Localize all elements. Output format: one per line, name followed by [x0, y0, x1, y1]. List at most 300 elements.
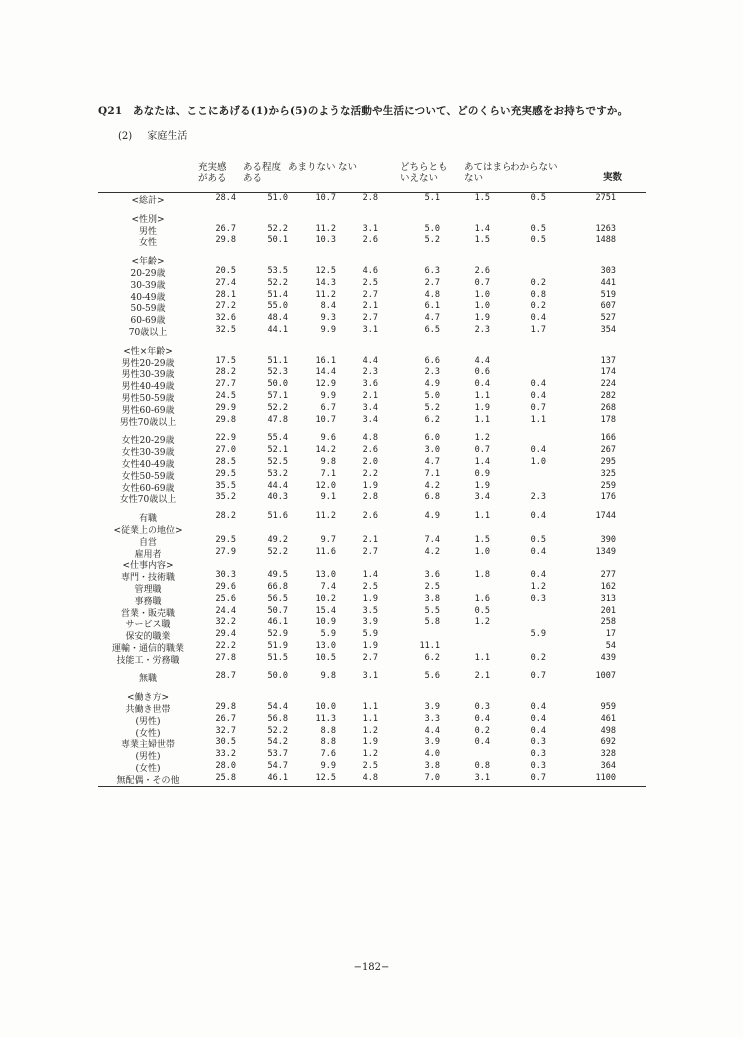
table-cell: 52.5: [267, 456, 288, 467]
row-label: <性×年齢>: [123, 346, 173, 357]
table-cell: 0.6: [474, 367, 490, 378]
table-body: [98, 193, 646, 785]
table-cell: 259: [600, 480, 616, 491]
column-header: [400, 162, 448, 184]
table-cell: 1.0: [474, 546, 490, 557]
row-label: 女性20-29歳: [121, 436, 175, 447]
table-cell: 5.9: [320, 629, 336, 640]
table-cell: 16.1: [315, 355, 336, 366]
table-cell: 2.2: [362, 468, 378, 479]
row-label: 共働き世帯: [125, 705, 171, 716]
table-cell: 14.2: [315, 445, 336, 456]
table-cell: 6.7: [320, 402, 336, 413]
table-cell: 10.7: [315, 193, 336, 203]
table-cell: 9.7: [320, 534, 336, 545]
table-cell: 46.1: [267, 617, 288, 628]
table-cell: 3.8: [424, 761, 440, 772]
table-cell: 9.1: [320, 492, 336, 503]
table-cell: 1.1: [362, 713, 378, 724]
table-row: [98, 737, 646, 749]
table-cell: 5.1: [424, 193, 440, 203]
table-cell: 5.8: [424, 617, 440, 628]
table-cell: 52.2: [267, 223, 288, 234]
table-cell: 53.5: [267, 265, 288, 276]
table-cell: 11.2: [315, 511, 336, 522]
table-cell: 0.8: [530, 289, 546, 300]
table-cell: 52.2: [267, 546, 288, 557]
table-cell: 1.4: [474, 456, 490, 467]
table-cell: 0.4: [530, 570, 546, 581]
table-cell: 54.2: [267, 737, 288, 748]
table-cell: 17.5: [215, 355, 236, 366]
table-row: [98, 356, 646, 368]
table-cell: 5.2: [424, 402, 440, 413]
row-label: サービス職: [125, 620, 171, 631]
table-row: [98, 403, 646, 415]
table-cell: 7.1: [424, 468, 440, 479]
table-cell: 52.9: [267, 629, 288, 640]
table-cell: 44.1: [267, 324, 288, 335]
table-cell: 0.2: [530, 301, 546, 312]
table-cell: 52.1: [267, 445, 288, 456]
table-row: [98, 594, 646, 606]
table-cell: 354: [600, 324, 616, 335]
table-row: [98, 415, 646, 427]
table-cell: 55.0: [267, 301, 288, 312]
table-cell: 328: [600, 749, 616, 760]
table-cell: 325: [600, 468, 616, 479]
table-cell: 28.1: [215, 289, 236, 300]
table-cell: 13.0: [315, 570, 336, 581]
table-cell: 30.3: [215, 570, 236, 581]
table-cell: 32.5: [215, 324, 236, 335]
table-cell: 1.9: [362, 640, 378, 651]
column-header-line: ない: [464, 173, 484, 184]
table-cell: 1.2: [474, 617, 490, 628]
table-cell: 27.8: [215, 652, 236, 663]
table-cell: 0.4: [474, 379, 490, 390]
table-cell: 10.5: [315, 652, 336, 663]
row-label: 60-69歳: [130, 316, 166, 327]
column-header-line: がある: [198, 173, 227, 184]
row-label: (男性): [135, 716, 161, 727]
table-cell: 0.3: [530, 761, 546, 772]
row-label: 女性30-39歳: [121, 448, 175, 459]
table-cell: 2.1: [362, 301, 378, 312]
table-cell: 364: [600, 761, 616, 772]
table-cell: 9.8: [320, 456, 336, 467]
table-cell: 174: [600, 367, 616, 378]
table-cell: 0.8: [474, 761, 490, 772]
table-cell: 607: [600, 301, 616, 312]
table-cell: 4.7: [424, 313, 440, 324]
table-cell: 1.9: [474, 313, 490, 324]
table-cell: 56.5: [267, 593, 288, 604]
table-cell: 1.7: [530, 324, 546, 335]
table-cell: 5.9: [530, 629, 546, 640]
table-cell: 29.9: [215, 402, 236, 413]
table-cell: 1.9: [362, 593, 378, 604]
table-cell: 2.5: [362, 277, 378, 288]
table-cell: 32.2: [215, 617, 236, 628]
table-cell: 201: [600, 605, 616, 616]
table-cell: 49.2: [267, 534, 288, 545]
table-cell: 54: [605, 640, 616, 651]
table-cell: 47.8: [267, 414, 288, 425]
table-row: [98, 391, 646, 403]
table-cell: 27.7: [215, 379, 236, 390]
column-header-line: どちらとも: [400, 162, 448, 173]
table-row: [98, 469, 646, 481]
table-cell: 11.1: [419, 640, 440, 651]
table-cell: 66.8: [267, 581, 288, 592]
row-label: (女性): [135, 764, 161, 775]
row-label: 無配偶・その他: [116, 775, 180, 786]
table-cell: 24.5: [215, 390, 236, 401]
table-cell: 32.6: [215, 313, 236, 324]
table-cell: 51.6: [267, 511, 288, 522]
table-row: [98, 629, 646, 641]
table-cell: 390: [600, 534, 616, 545]
table-cell: 35.5: [215, 480, 236, 491]
table-cell: 51.1: [267, 355, 288, 366]
table-cell: 313: [600, 593, 616, 604]
table-cell: 2.1: [474, 671, 490, 682]
table-row: [98, 535, 646, 547]
table-cell: 1.9: [474, 480, 490, 491]
table-row: [98, 582, 646, 594]
row-label: 女性: [138, 238, 157, 249]
table-cell: 0.2: [474, 725, 490, 736]
table-cell: 1.9: [362, 737, 378, 748]
table-cell: 5.2: [424, 235, 440, 246]
table-cell: 11.3: [315, 713, 336, 724]
table-cell: 8.4: [320, 301, 336, 312]
table-cell: 10.7: [315, 414, 336, 425]
table-cell: 6.5: [424, 324, 440, 335]
table-cell: 4.8: [424, 289, 440, 300]
column-header-line: あまりない: [288, 162, 336, 173]
row-label: 男性: [138, 226, 157, 237]
table-cell: 53.7: [267, 749, 288, 760]
table-cell: 6.1: [424, 301, 440, 312]
table-cell: 29.5: [215, 468, 236, 479]
table-row: [98, 224, 646, 236]
table-row: [98, 367, 646, 379]
table-cell: 3.1: [362, 223, 378, 234]
table-cell: 1.5: [474, 235, 490, 246]
row-label: <性別>: [131, 214, 165, 225]
table-cell: 0.5: [530, 223, 546, 234]
row-label: 事務職: [134, 596, 162, 607]
column-header-line: ない: [338, 162, 358, 173]
table-cell: 0.7: [530, 772, 546, 783]
column-header: [464, 162, 512, 184]
column-header: [243, 162, 281, 184]
row-label: 男性40-49歳: [121, 382, 175, 393]
table-cell: 44.4: [267, 480, 288, 491]
table-cell: 10.3: [315, 235, 336, 246]
table-cell: 3.6: [362, 379, 378, 390]
table-cell: 6.6: [424, 355, 440, 366]
table-cell: 2.6: [362, 445, 378, 456]
table-cell: 28.2: [215, 511, 236, 522]
table-cell: 8.8: [320, 725, 336, 736]
table-cell: 49.5: [267, 570, 288, 581]
table-cell: 28.0: [215, 761, 236, 772]
table-row: [98, 266, 646, 278]
table-cell: 527: [600, 313, 616, 324]
table-cell: 51.0: [267, 193, 288, 203]
table-cell: 2.5: [424, 581, 440, 592]
table-cell: 6.2: [424, 414, 440, 425]
column-header: [198, 162, 227, 184]
table-cell: 3.6: [424, 570, 440, 581]
table-cell: 8.8: [320, 737, 336, 748]
table-cell: 30.5: [215, 737, 236, 748]
table-cell: 1.1: [530, 414, 546, 425]
row-label: 管理職: [134, 584, 162, 595]
row-label: <総計>: [131, 196, 165, 206]
column-header-line: あてはまら: [464, 162, 512, 173]
table-cell: 1263: [595, 223, 616, 234]
row-label: 営業・販売職: [120, 608, 175, 619]
table-row: [98, 254, 646, 266]
table-cell: 137: [600, 355, 616, 366]
table-cell: 2.1: [362, 390, 378, 401]
page-number: −182−: [353, 962, 390, 973]
table-row: [98, 301, 646, 313]
table-cell: 51.4: [267, 289, 288, 300]
table-cell: 5.0: [424, 390, 440, 401]
table-cell: 282: [600, 390, 616, 401]
table-cell: 7.1: [320, 468, 336, 479]
table-row: [98, 749, 646, 761]
row-label: 男性60-69歳: [121, 405, 175, 416]
table-cell: 1.4: [362, 570, 378, 581]
table-row: [98, 492, 646, 504]
table-cell: 2.6: [474, 265, 490, 276]
table-cell: 9.9: [320, 324, 336, 335]
table-cell: 55.4: [267, 433, 288, 444]
table-row: [98, 641, 646, 653]
table-row: [98, 702, 646, 714]
table-row: [98, 570, 646, 582]
table-row: [98, 193, 646, 205]
results-table: [98, 162, 646, 787]
row-label: 雇用者: [134, 549, 162, 560]
table-cell: 9.3: [320, 313, 336, 324]
table-cell: 0.3: [530, 737, 546, 748]
table-cell: 0.2: [530, 652, 546, 663]
section-subtitle: [118, 127, 199, 142]
table-cell: 6.3: [424, 265, 440, 276]
table-cell: 692: [600, 737, 616, 748]
table-cell: 4.4: [474, 355, 490, 366]
table-cell: 4.9: [424, 511, 440, 522]
table-row: [98, 313, 646, 325]
table-row: [98, 653, 646, 665]
row-label: <働き方>: [126, 693, 170, 704]
table-cell: 295: [600, 456, 616, 467]
column-header-line: ある: [243, 173, 263, 184]
table-cell: 1007: [595, 671, 616, 682]
table-cell: 4.9: [424, 379, 440, 390]
table-row: [98, 433, 646, 445]
table-cell: 22.9: [215, 433, 236, 444]
table-cell: 1.1: [474, 414, 490, 425]
table-row: [98, 481, 646, 493]
table-cell: 0.4: [530, 725, 546, 736]
table-cell: 3.0: [424, 445, 440, 456]
table-cell: 4.2: [424, 480, 440, 491]
table-cell: 0.5: [530, 534, 546, 545]
table-cell: 56.8: [267, 713, 288, 724]
table-row: [98, 278, 646, 290]
row-label: 無職: [138, 674, 157, 685]
table-cell: 28.4: [215, 193, 236, 203]
column-header: [510, 162, 558, 173]
table-cell: 1.2: [362, 725, 378, 736]
table-cell: 2.3: [530, 492, 546, 503]
row-label: <従業上の地位>: [113, 525, 183, 536]
table-cell: 0.4: [530, 313, 546, 324]
table-cell: 3.1: [362, 324, 378, 335]
table-cell: 2.3: [362, 367, 378, 378]
table-cell: 51.9: [267, 640, 288, 651]
table-cell: 0.4: [530, 445, 546, 456]
table-cell: 29.8: [215, 702, 236, 713]
table-cell: 0.5: [530, 193, 546, 203]
table-cell: 11.2: [315, 223, 336, 234]
row-label: 女性50-59歳: [121, 471, 175, 482]
table-cell: 1.1: [474, 652, 490, 663]
row-label: (男性): [135, 752, 161, 763]
table-cell: 1.2: [362, 749, 378, 760]
table-cell: 498: [600, 725, 616, 736]
column-header: [338, 162, 357, 173]
section-title: 家庭生活: [147, 131, 188, 142]
table-cell: 3.1: [362, 671, 378, 682]
table-cell: 4.4: [362, 355, 378, 366]
table-cell: 1349: [595, 546, 616, 557]
table-cell: 3.1: [474, 772, 490, 783]
table-cell: 519: [600, 289, 616, 300]
table-cell: 1.1: [474, 511, 490, 522]
table-cell: 9.9: [320, 390, 336, 401]
table-row: [98, 606, 646, 618]
table-row: [98, 690, 646, 702]
table-row: [98, 547, 646, 559]
table-cell: 4.0: [424, 749, 440, 760]
table-cell: 12.5: [315, 772, 336, 783]
table-cell: 10.9: [315, 617, 336, 628]
row-label: <仕事内容>: [122, 561, 174, 572]
table-cell: 166: [600, 433, 616, 444]
table-cell: 0.4: [474, 713, 490, 724]
table-cell: 0.4: [530, 511, 546, 522]
row-label: 40-49歳: [130, 292, 166, 303]
table-cell: 54.4: [267, 702, 288, 713]
table-row: [98, 290, 646, 302]
table-cell: 27.2: [215, 301, 236, 312]
table-cell: 51.5: [267, 652, 288, 663]
table-cell: 0.9: [474, 468, 490, 479]
table-cell: 178: [600, 414, 616, 425]
table-cell: 35.2: [215, 492, 236, 503]
row-label: (女性): [135, 728, 161, 739]
row-label: 自営: [138, 537, 157, 548]
table-cell: 29.5: [215, 534, 236, 545]
table-row: [98, 671, 646, 683]
table-cell: 40.3: [267, 492, 288, 503]
table-cell: 258: [600, 617, 616, 628]
table-cell: 4.8: [362, 772, 378, 783]
table-cell: 29.4: [215, 629, 236, 640]
table-cell: 5.0: [424, 223, 440, 234]
table-cell: 54.7: [267, 761, 288, 772]
table-cell: 0.5: [530, 235, 546, 246]
table-cell: 12.5: [315, 265, 336, 276]
table-cell: 29.8: [215, 414, 236, 425]
column-header: [288, 162, 336, 173]
table-cell: 5.5: [424, 605, 440, 616]
table-cell: 24.4: [215, 605, 236, 616]
table-cell: 2.7: [362, 652, 378, 663]
table-cell: 2.8: [362, 193, 378, 203]
table-cell: 3.9: [362, 617, 378, 628]
row-label: 技能工・労務職: [116, 655, 180, 666]
table-cell: 3.5: [362, 605, 378, 616]
table-cell: 6.0: [424, 433, 440, 444]
table-cell: 959: [600, 702, 616, 713]
table-cell: 1.8: [474, 570, 490, 581]
table-cell: 52.3: [267, 367, 288, 378]
table-cell: 0.4: [530, 390, 546, 401]
table-cell: 1100: [595, 772, 616, 783]
column-header-line: ある程度: [243, 162, 282, 173]
row-label: 運輸・通信的職業: [111, 643, 184, 654]
table-cell: 13.0: [315, 640, 336, 651]
table-cell: 4.7: [424, 456, 440, 467]
table-cell: 7.6: [320, 749, 336, 760]
table-cell: 26.7: [215, 713, 236, 724]
table-cell: 303: [600, 265, 616, 276]
table-cell: 1.9: [362, 480, 378, 491]
table-cell: 2.7: [362, 313, 378, 324]
table-cell: 3.9: [424, 702, 440, 713]
table-cell: 1.2: [530, 581, 546, 592]
table-cell: 32.7: [215, 725, 236, 736]
table-cell: 33.2: [215, 749, 236, 760]
table-row: [98, 523, 646, 535]
table-cell: 25.6: [215, 593, 236, 604]
table-cell: 6.2: [424, 652, 440, 663]
row-label: 70歳以上: [128, 327, 168, 338]
question-text: Q21 あなたは、ここにあげる(1)から(5)のような活動や生活について、どのくらい充実感をお持ちですか。: [98, 105, 629, 117]
table-cell: 27.4: [215, 277, 236, 288]
table-cell: 0.3: [530, 593, 546, 604]
table-cell: 0.4: [530, 713, 546, 724]
table-cell: 6.8: [424, 492, 440, 503]
row-label: 30-39歳: [130, 280, 166, 291]
table-cell: 0.7: [530, 402, 546, 413]
table-cell: 29.6: [215, 581, 236, 592]
table-cell: 176: [600, 492, 616, 503]
table-cell: 50.0: [267, 379, 288, 390]
table-cell: 12.9: [315, 379, 336, 390]
table-cell: 0.7: [474, 445, 490, 456]
